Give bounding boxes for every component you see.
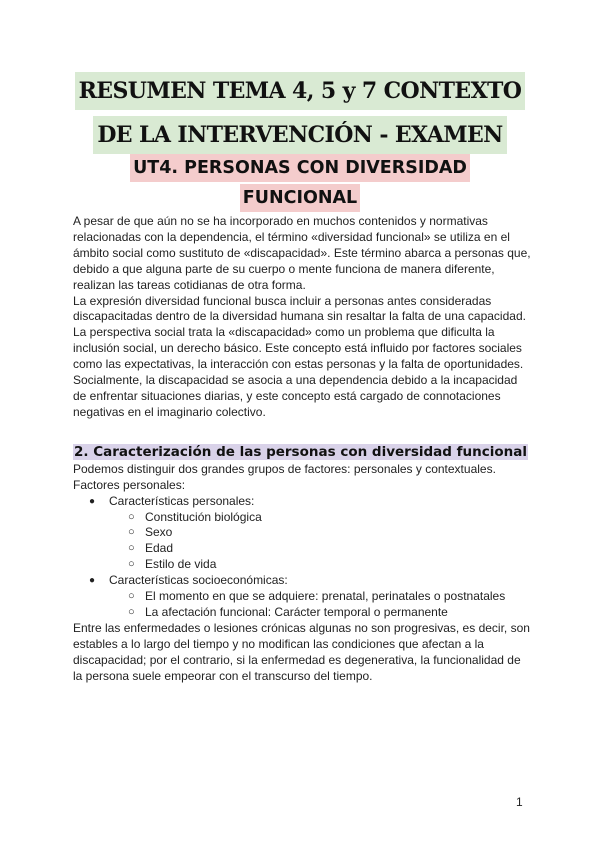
- closing-paragraph: Entre las enfermedades o lesiones crónicas algunas no son progresivas, es decir, son estables a lo largo del tiempo y no modifican las condiciones que afectan a la discapacidad; por el contrario, si la enfermedad es degenerativa, la funcionalidad de la persona suele empeorar con el transcurso del tiempo.: [73, 620, 530, 683]
- section-heading: [73, 443, 533, 462]
- sub-list: [109, 510, 533, 574]
- list-item: [73, 494, 533, 574]
- section-intro: Podemos distinguir dos grandes grupos de factores: personales y contextuales.: [73, 461, 496, 476]
- section-heading-text: 2. Caracterización de las personas con diversidad funcional: [74, 443, 527, 460]
- page-number: 1: [516, 795, 523, 809]
- title-line-2: DE LA INTERVENCIÓN - EXAMEN: [93, 116, 506, 154]
- group-label: Características personales:: [109, 493, 255, 508]
- circle-bullet-icon: ○: [128, 558, 135, 571]
- intro-paragraph-3: Socialmente, la discapacidad se asocia a una dependencia debido a la incapacidad de enfrentar situaciones diarias, y este concepto está cargado de connotaciones negativas en el imaginario colectivo.: [73, 373, 518, 419]
- document-title: [0, 72, 600, 154]
- circle-bullet-icon: ○: [128, 510, 135, 523]
- bullet-icon: ●: [89, 495, 96, 507]
- title-line-1: RESUMEN TEMA 4, 5 y 7 CONTEXTO: [75, 72, 526, 110]
- document-body: [73, 214, 533, 684]
- group-label: Características socioeconómicas:: [109, 573, 288, 588]
- list-item: [109, 525, 533, 541]
- sub-list: [109, 589, 533, 621]
- circle-bullet-icon: ○: [128, 605, 135, 618]
- factor-groups-list: [73, 494, 533, 621]
- factors-label: Factores personales:: [73, 477, 186, 492]
- intro-paragraph-1: A pesar de que aún no se ha incorporado en muchos contenidos y normativas relacionadas con la dependencia, el término «diversidad funcional» se utiliza en el ámbito social como sustituto de «discapacidad». Este término abarca a personas que, debido a que alguna parte de su cuerpo o mente funciona de manera diferente, realizan las tareas cotidianas de otra forma.: [73, 214, 531, 292]
- list-item: [109, 589, 533, 605]
- list-item: [109, 605, 533, 621]
- unit-title-line-1: UT4. PERSONAS CON DIVERSIDAD: [130, 154, 470, 182]
- list-item: [109, 557, 533, 573]
- sub-item-text: La afectación funcional: Carácter temporal o permanente: [145, 604, 448, 619]
- circle-bullet-icon: ○: [128, 542, 135, 555]
- list-item: [109, 541, 533, 557]
- sub-item-text: El momento en que se adquiere: prenatal, perinatales o postnatales: [145, 589, 506, 604]
- bullet-icon: ●: [89, 575, 96, 587]
- list-item: [109, 510, 533, 526]
- sub-item-text: Constitución biológica: [145, 509, 262, 524]
- unit-title: [0, 154, 600, 212]
- list-item: [73, 573, 533, 621]
- circle-bullet-icon: ○: [128, 590, 135, 603]
- sub-item-text: Estilo de vida: [145, 557, 217, 572]
- intro-paragraph-2: La expresión diversidad funcional busca incluir a personas antes consideradas discapacitadas dentro de la diversidad humana sin resaltar la falta de una capacidad. La perspectiva social trata la «discapacidad» como un problema que dificulta la inclusión social, un derecho básico. Este concepto está influido por factores sociales como las expectativas, la interacción con estas personas y la falta de oportunidades.: [73, 293, 526, 372]
- unit-title-line-2: FUNCIONAL: [240, 184, 360, 212]
- sub-item-text: Sexo: [145, 525, 173, 540]
- sub-item-text: Edad: [145, 541, 174, 556]
- circle-bullet-icon: ○: [128, 526, 135, 539]
